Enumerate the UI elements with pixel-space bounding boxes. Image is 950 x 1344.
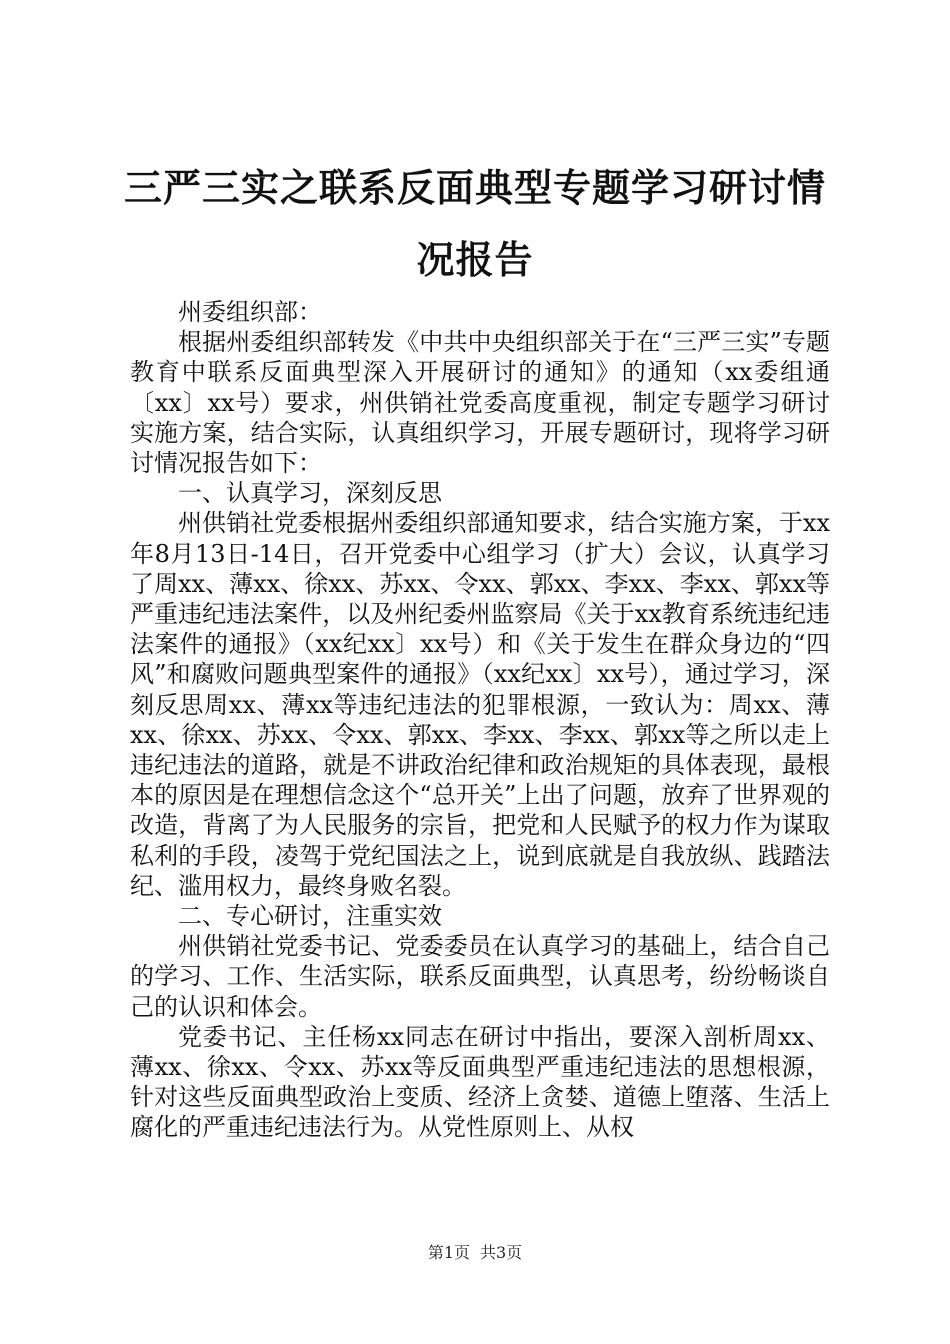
paragraph-section-1: 州供销社党委根据州委组织部通知要求，结合实施方案，于xx年8月13日-14日，召开党委中心组学习（扩大）会议，认真学习了周xx、薄xx、徐xx、苏xx、令xx、郭xx、李xx、李xx、郭xx等严重违纪违法案件，以及州纪委州监察局《关于xx教育系统违纪违法案件的通报》（xx纪xx〕xx号）和《关于发生在群众身边的“四风”和腐败问题典型案件的通报》（xx纪xx〕xx号），通过学习，深刻反思周xx、薄xx等违纪违法的犯罪根源，一致认为：周xx、薄xx、徐xx、苏xx、令xx、郭xx、李xx、李xx、郭xx等之所以走上违纪违法的道路，就是不讲政治纪律和政治规矩的具体表现，最根本的原因是在理想信念这个“总开关”上出了问题，放弃了世界观的改造，背离了为人民服务的宗旨，把党和人民赋予的权力作为谋取私利的手段，凌驾于党纪国法之上，说到底就是自我放纵、践踏法纪、滥用权力，最终身败名裂。: [130, 509, 830, 900]
paragraph-salutation: 州委组织部：: [178, 298, 322, 326]
paragraph-intro: 根据州委组织部转发《中共中央组织部关于在“三严三实”专题教育中联系反面典型深入开展研讨的通知》的通知（xx委组通〔xx〕xx号）要求，州供销社党委高度重视，制定专题学习研讨实施方案，结合实际，认真组织学习，开展专题研讨，现将学习研讨情况报告如下：: [130, 328, 830, 478]
document-body: [130, 297, 830, 1143]
page-total: 共3页: [480, 1243, 523, 1262]
page-title: 三严三实之联系反面典型专题学习研讨情况报告: [123, 165, 826, 282]
section-heading-1: 一、认真学习，深刻反思: [178, 479, 442, 508]
section-heading-2: 二、专心研讨，注重实效: [178, 902, 442, 931]
paragraph-section-2a: 州供销社党委书记、党委委员在认真学习的基础上，结合自己的学习、工作、生活实际，联系反面典型，认真思考，纷纷畅谈自己的认识和体会。: [130, 932, 830, 1021]
paragraph-section-2b: 党委书记、主任杨xx同志在研讨中指出，要深入剖析周xx、薄xx、徐xx、令xx、苏xx等反面典型严重违纪违法的思想根源，针对这些反面典型政治上变质、经济上贪婪、道德上堕落、生活上腐化的严重违纪违法行为。从党性原则上、从权: [130, 1022, 830, 1142]
page-footer: [0, 1243, 950, 1263]
page-number: 第1页: [427, 1243, 470, 1262]
